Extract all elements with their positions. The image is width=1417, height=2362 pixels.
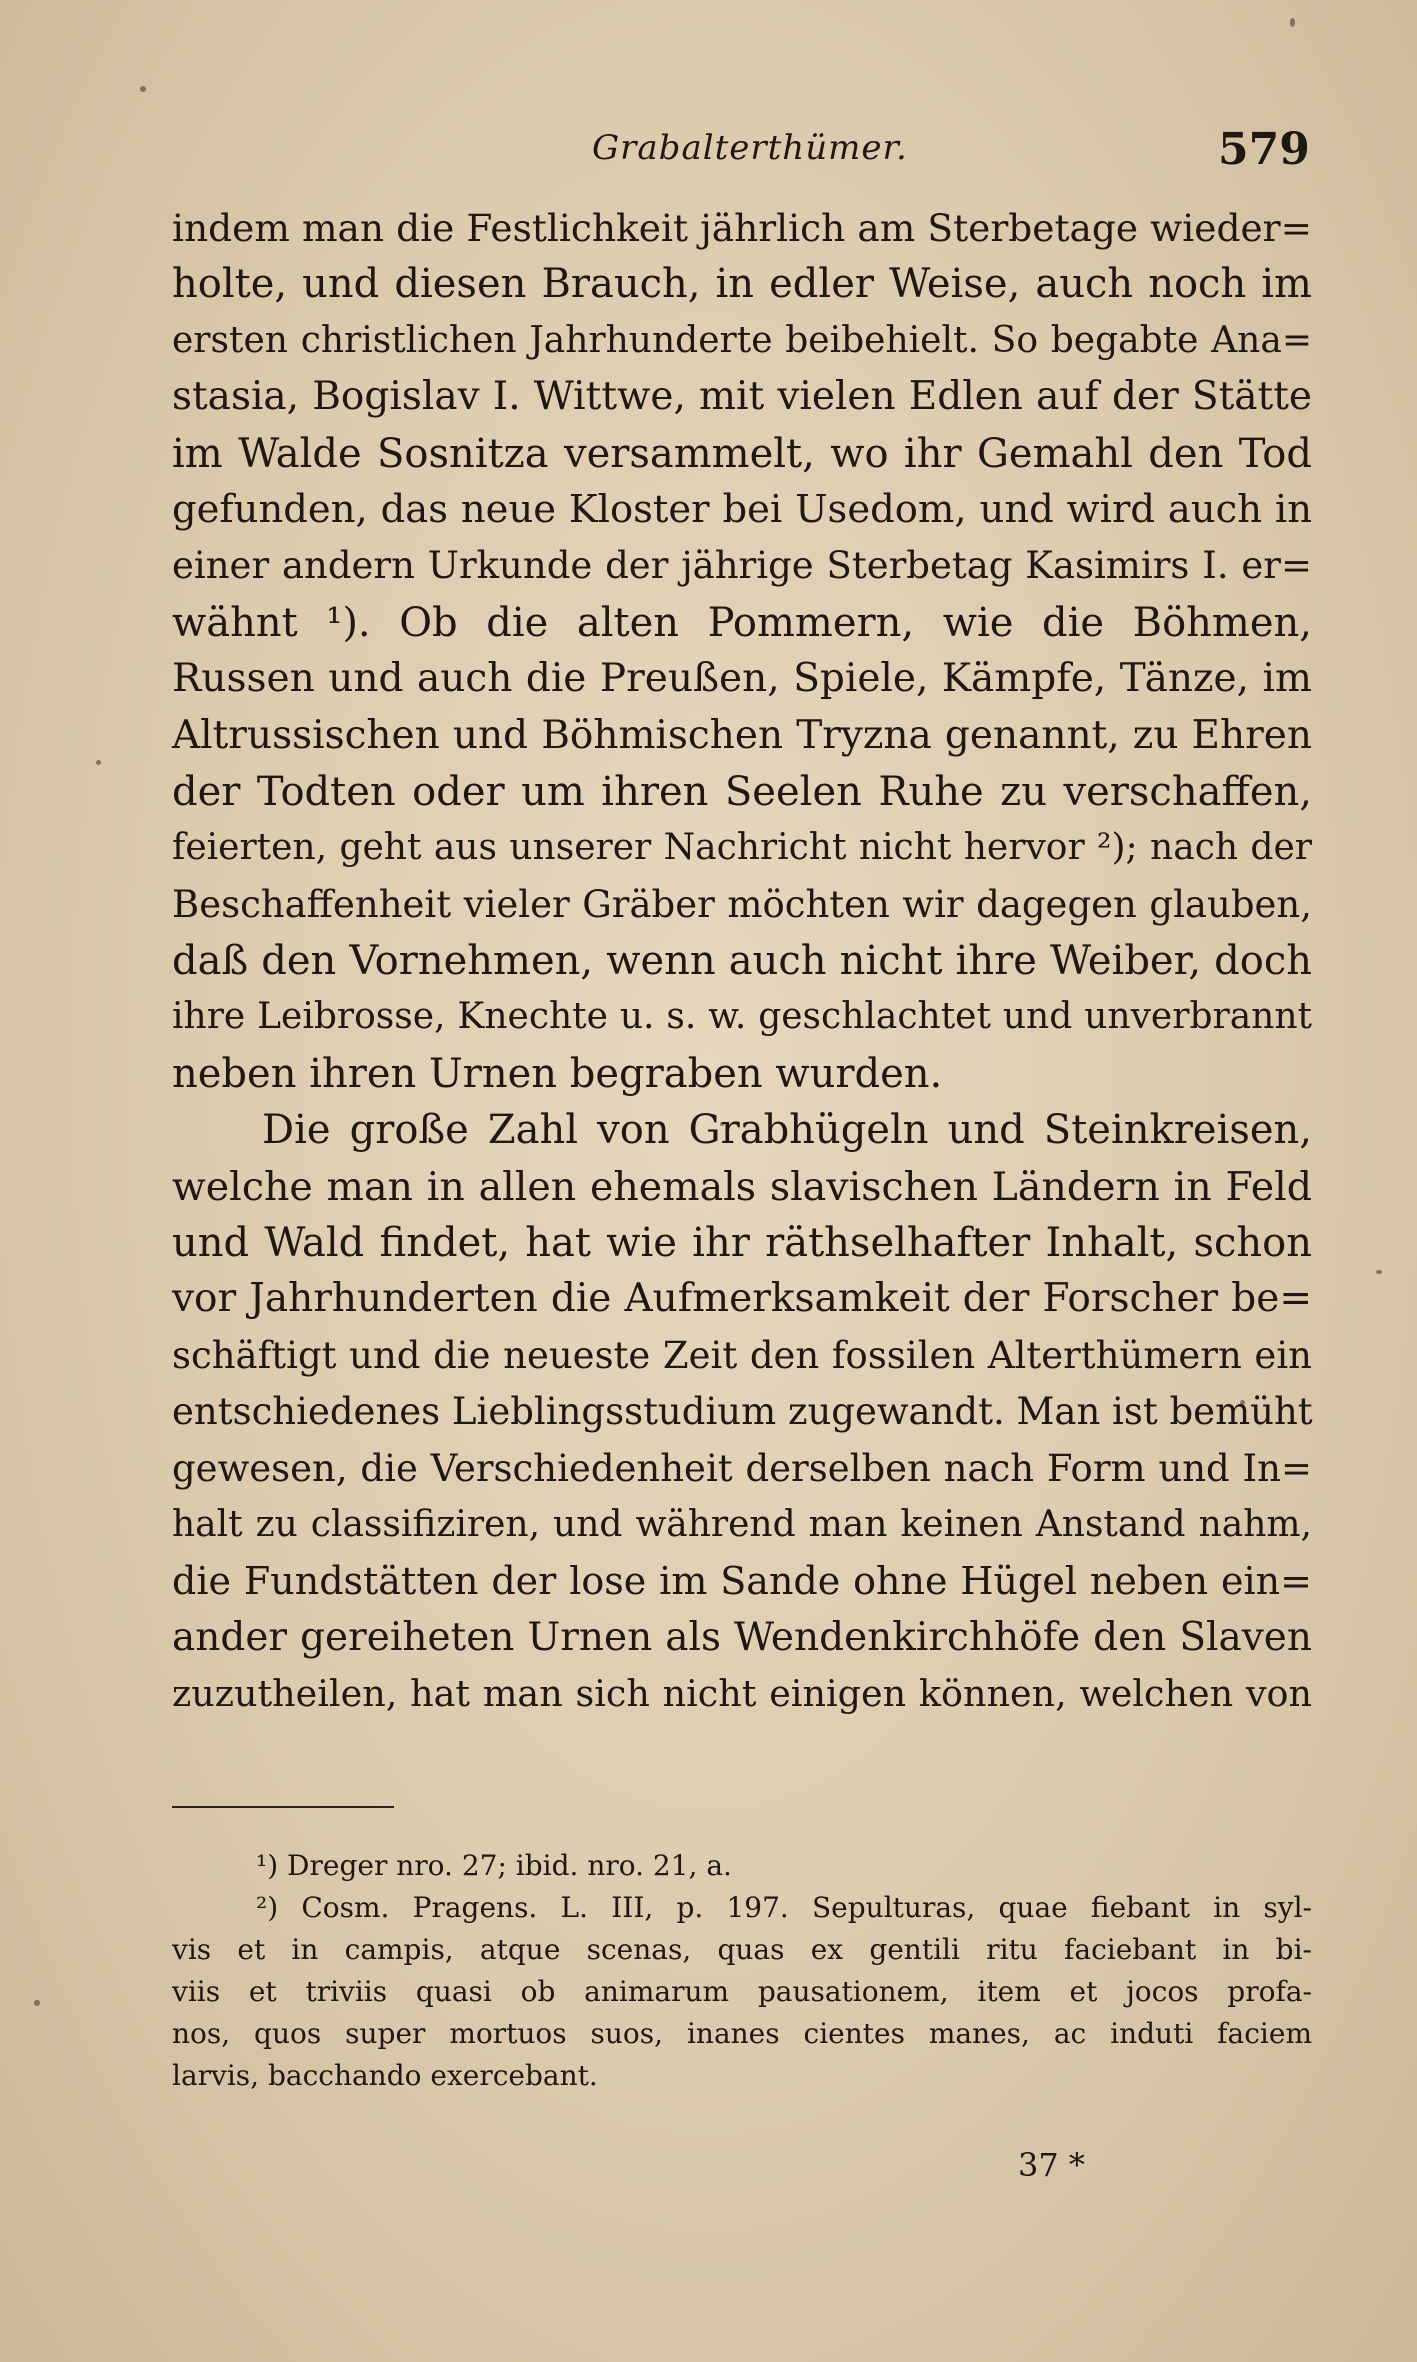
page-number: 579 — [1218, 124, 1310, 175]
text-line: holte, und diesen Brauch, in edler Weise, auch noch im — [172, 261, 1312, 308]
text-line: welche man in allen ehemals slavischen Ländern in Feld — [172, 1163, 1312, 1210]
text-line: Die große Zahl von Grabhügeln und Steinkreisen, — [262, 1107, 1312, 1154]
footnote-line: nos, quos super mortuos suos, inanes cientes manes, ac induti faciem — [172, 2017, 1312, 2050]
running-title: Grabalterthümer. — [592, 128, 908, 168]
text-line: indem man die Festlichkeit jährlich am Sterbetage wieder= — [172, 206, 1312, 250]
text-line: daß den Vornehmen, wenn auch nicht ihre Weiber, doch — [172, 938, 1312, 985]
text-line: einer andern Urkunde der jährige Sterbetag Kasimirs I. er= — [172, 544, 1312, 588]
footnote-line: ¹) Dreger nro. 27; ibid. nro. 21, a. — [256, 1849, 732, 1882]
paper-speck — [1376, 1270, 1382, 1274]
footnote-line: vis et in campis, atque scenas, quas ex gentili ritu faciebant in bi- — [172, 1933, 1312, 1966]
text-line: feierten, geht aus unserer Nachricht nicht hervor ²); nach der — [172, 827, 1312, 869]
paper-speck — [140, 86, 146, 92]
text-line: gefunden, das neue Kloster bei Usedom, und wird auch in — [172, 486, 1312, 532]
text-line: die Fundstätten der lose im Sande ohne Hügel neben ein= — [172, 1559, 1312, 1604]
text-line: wähnt ¹). Ob die alten Pommern, wie die Böhmen, — [172, 599, 1312, 646]
running-header — [0, 124, 1417, 178]
text-line: Altrussischen und Böhmischen Tryzna genannt, zu Ehren — [172, 712, 1312, 758]
text-line: schäftigt und die neueste Zeit den fossilen Alterthümern ein — [172, 1333, 1312, 1377]
text-line: gewesen, die Verschiedenheit derselben nach Form und In= — [172, 1446, 1312, 1490]
text-line: ander gereiheten Urnen als Wendenkirchhöfe den Slaven — [172, 1614, 1312, 1660]
text-line: stasia, Bogislav I. Wittwe, mit vielen Edlen auf der Stätte — [172, 374, 1312, 420]
text-line: entschiedenes Lieblingsstudium zugewandt. Man ist bemüht — [172, 1390, 1313, 1434]
text-line: Beschaffenheit vieler Gräber möchten wir dagegen glauben, — [172, 882, 1312, 926]
signature-mark: 37 * — [1018, 2146, 1085, 2184]
text-line: ersten christlichen Jahrhunderte beibehielt. So begabte Ana= — [172, 319, 1312, 361]
body-text — [172, 200, 1312, 1723]
footnote-rule — [172, 1806, 394, 1808]
text-line: neben ihren Urnen begraben wurden. — [172, 1050, 943, 1097]
footnote-line: viis et triviis quasi ob animarum pausationem, item et jocos profa- — [172, 1975, 1312, 2008]
paper-speck — [96, 760, 101, 765]
footnote-line: ²) Cosm. Pragens. L. III, p. 197. Sepulturas, quae fiebant in syl- — [256, 1891, 1312, 1924]
text-line: vor Jahrhunderten die Aufmerksamkeit der Forscher be= — [172, 1276, 1312, 1322]
text-line: ihre Leibrosse, Knechte u. s. w. geschlachtet und unverbrannt — [172, 996, 1312, 1038]
paper-speck — [34, 2000, 40, 2006]
footnote-line: larvis, bacchando exercebant. — [172, 2059, 598, 2092]
text-line: halt zu classifiziren, und während man keinen Anstand nahm, — [172, 1503, 1312, 1545]
text-line: Russen und auch die Preußen, Spiele, Kämpfe, Tänze, im — [172, 656, 1312, 702]
footnotes — [172, 1845, 1312, 2097]
text-line: im Walde Sosnitza versammelt, wo ihr Gemahl den Tod — [172, 430, 1312, 477]
text-line: und Wald findet, hat wie ihr räthselhafter Inhalt, schon — [172, 1220, 1312, 1267]
paper-speck — [1290, 18, 1295, 27]
text-line: zuzutheilen, hat man sich nicht einigen können, welchen von — [172, 1672, 1312, 1716]
text-line: der Todten oder um ihren Seelen Ruhe zu verschaffen, — [172, 768, 1312, 815]
